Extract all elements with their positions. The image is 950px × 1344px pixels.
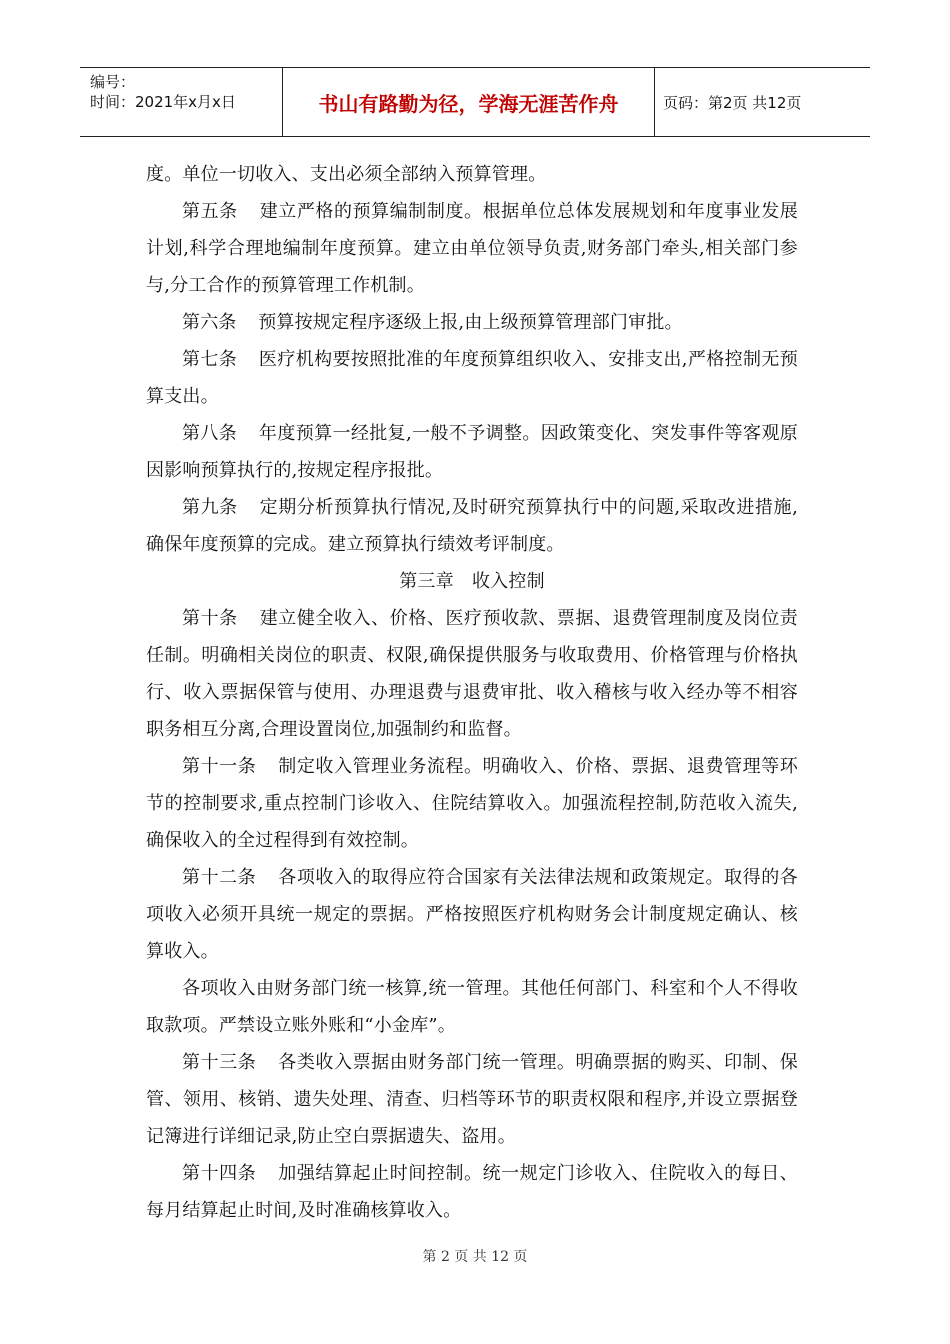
chapter-heading: 第三章 收入控制 — [399, 571, 545, 592]
article-number: 第十二条 — [182, 867, 257, 888]
article-8: 第八条 年度预算一经批复,一般不予调整。因政策变化、突发事件等客观原因影响预算执行的,按规定程序报批。 — [146, 423, 798, 481]
article-9: 第九条 定期分析预算执行情况,及时研究预算执行中的问题,采取改进措施,确保年度预算的完成。建立预算执行绩效考评制度。 — [146, 497, 798, 555]
article-6: 第六条 预算按规定程序逐级上报,由上级预算管理部门审批。 — [182, 312, 683, 333]
article-number: 第十三条 — [182, 1052, 257, 1073]
page-footer: 第 2 页 共 12 页 — [422, 1249, 528, 1265]
document-body — [146, 156, 798, 1229]
document-number-label: 编号： — [90, 73, 136, 91]
article-10: 第十条 建立健全收入、价格、医疗预收款、票据、退费管理制度及岗位责任制。明确相关岗位的职责、权限,确保提供服务与收取费用、价格管理与价格执行、收入票据保管与使用、办理退费与退费审批、收入稽核与收入经办等不相容职务相互分离,合理设置岗位,加强制约和监督。 — [146, 608, 798, 740]
article-12-continued: 各项收入由财务部门统一核算,统一管理。其他任何部门、科室和个人不得收取款项。严禁设立账外账和“小金库”。 — [146, 978, 798, 1036]
article-number: 第七条 — [182, 349, 238, 370]
article-5: 第五条 建立严格的预算编制制度。根据单位总体发展规划和年度事业发展计划,科学合理地编制年度预算。建立由单位领导负责,财务部门牵头,相关部门参与,分工合作的预算管理工作机制。 — [146, 201, 798, 296]
article-11: 第十一条 制定收入管理业务流程。明确收入、价格、票据、退费管理等环节的控制要求,重点控制门诊收入、住院结算收入。加强流程控制,防范收入流失,确保收入的全过程得到有效控制。 — [146, 756, 798, 851]
header-page-info: 页码：第2页 共12页 — [663, 93, 802, 112]
article-number: 第五条 — [182, 201, 238, 222]
article-number: 第六条 — [182, 312, 237, 333]
page-header — [80, 67, 870, 137]
article-number: 第十四条 — [182, 1163, 257, 1184]
article-7: 第七条 医疗机构要按照批准的年度预算组织收入、安排支出,严格控制无预算支出。 — [146, 349, 798, 407]
article-14: 第十四条 加强结算起止时间控制。统一规定门诊收入、住院收入的每日、每月结算起止时间,及时准确核算收入。 — [146, 1163, 798, 1221]
header-meta — [80, 68, 283, 136]
article-12: 第十二条 各项收入的取得应符合国家有关法律法规和政策规定。取得的各项收入必须开具统一规定的票据。严格按照医疗机构财务会计制度规定确认、核算收入。 — [146, 867, 798, 962]
article-13: 第十三条 各类收入票据由财务部门统一管理。明确票据的购买、印制、保管、领用、核销、遗失处理、清查、归档等环节的职责权限和程序,并设立票据登记簿进行详细记录,防止空白票据遗失、盗用。 — [146, 1052, 798, 1147]
article-number: 第八条 — [182, 423, 238, 444]
article-number: 第十一条 — [182, 756, 257, 777]
header-motto: 书山有路勤为径，学海无涯苦作舟 — [283, 68, 655, 136]
article-number: 第十条 — [182, 608, 238, 629]
document-date-label: 时间：2021年x月x日 — [90, 93, 236, 111]
article-number: 第九条 — [182, 497, 238, 518]
paragraph-continuation: 度。单位一切收入、支出必须全部纳入预算管理。 — [146, 164, 547, 185]
